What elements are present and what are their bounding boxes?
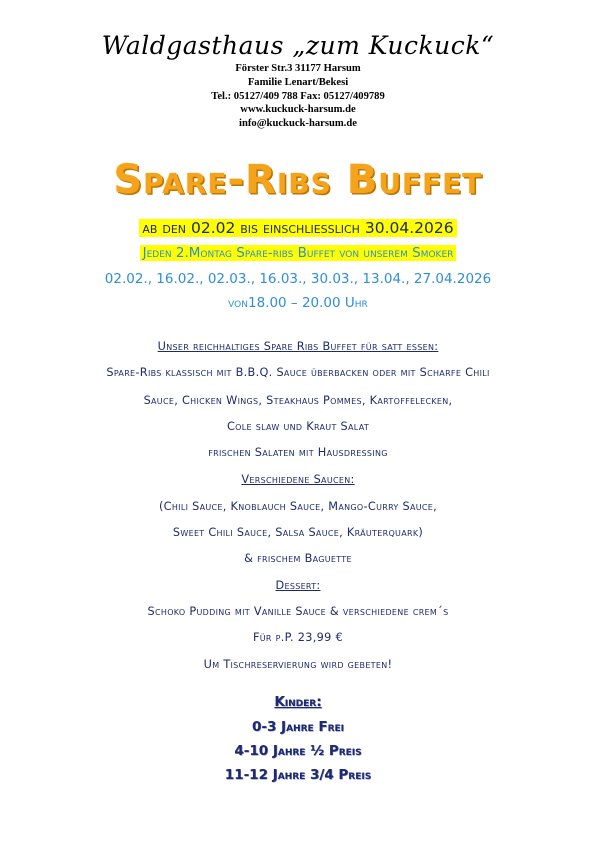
sauces-heading: Verschiedene Saucen: — [241, 473, 355, 486]
kids-heading: Kinder: — [274, 694, 322, 710]
kids-line: 11-12 Jahre 3/4 Preis — [224, 767, 372, 783]
menu-line: Spare-Ribs klassisch mit B.B.Q. Sauce überbacken oder mit Scharfe Chili — [106, 366, 490, 379]
website-link[interactable]: www.kuckuck-harsum.de — [240, 104, 356, 116]
menu-line: Sauce, Chicken Wings, Steakhaus Pommes, Kartoffelecken, — [143, 394, 453, 407]
weekly-line — [0, 245, 596, 261]
page-title: Spare-Ribs Buffet — [113, 157, 483, 203]
weekly-text: Jeden 2.Montag Spare-ribs Buffet von unserem Smoker — [140, 245, 457, 261]
time-line: von18.00 – 20.00 Uhr — [228, 295, 368, 311]
family-name: Familie Lenart/Bekesi — [247, 76, 349, 88]
sauce-line: Sweet Chili Sauce, Salsa Sauce, Kräuterquark) — [172, 526, 424, 539]
price-line: Für p.P. 23,99 € — [252, 631, 344, 644]
dessert-heading: Dessert: — [275, 579, 321, 592]
kids-line: 0-3 Jahre Frei — [251, 719, 345, 735]
address: Förster Str.3 31177 Harsum — [235, 63, 361, 74]
kids-line: 4-10 Jahre ½ Preis — [234, 743, 362, 759]
menu-line: Cole slaw und Kraut Salat — [226, 420, 370, 433]
period-text: ab den 02.02 bis einschliesslich 30.04.2026 — [139, 219, 456, 237]
period-line — [0, 219, 596, 237]
sauce-line: (Chili Sauce, Knoblauch Sauce, Mango-Curry Sauce, — [158, 500, 438, 513]
dates-line: 02.02., 16.02., 02.03., 16.03., 30.03., 13.04., 27.04.2026 — [104, 271, 492, 287]
email-link[interactable]: info@kuckuck-harsum.de — [239, 118, 357, 130]
restaurant-logo: Waldgasthaus „zum Kuckuck“ — [101, 31, 495, 60]
sauce-line: & frischem Baguette — [244, 552, 352, 565]
reservation-line: Um Tischreservierung wird gebeten! — [203, 658, 393, 671]
phone-fax: Tel.: 05127/409 788 Fax: 05127/409789 — [211, 90, 385, 102]
menu-heading: Unser reichhaltiges Spare Ribs Buffet für satt essen: — [157, 340, 439, 353]
restaurant-header — [0, 30, 596, 131]
menu-line: frischen Salaten mit Hausdressing — [208, 446, 388, 459]
dessert-line: Schoko Pudding mit Vanille Sauce & verschiedene crem´s — [147, 605, 449, 618]
